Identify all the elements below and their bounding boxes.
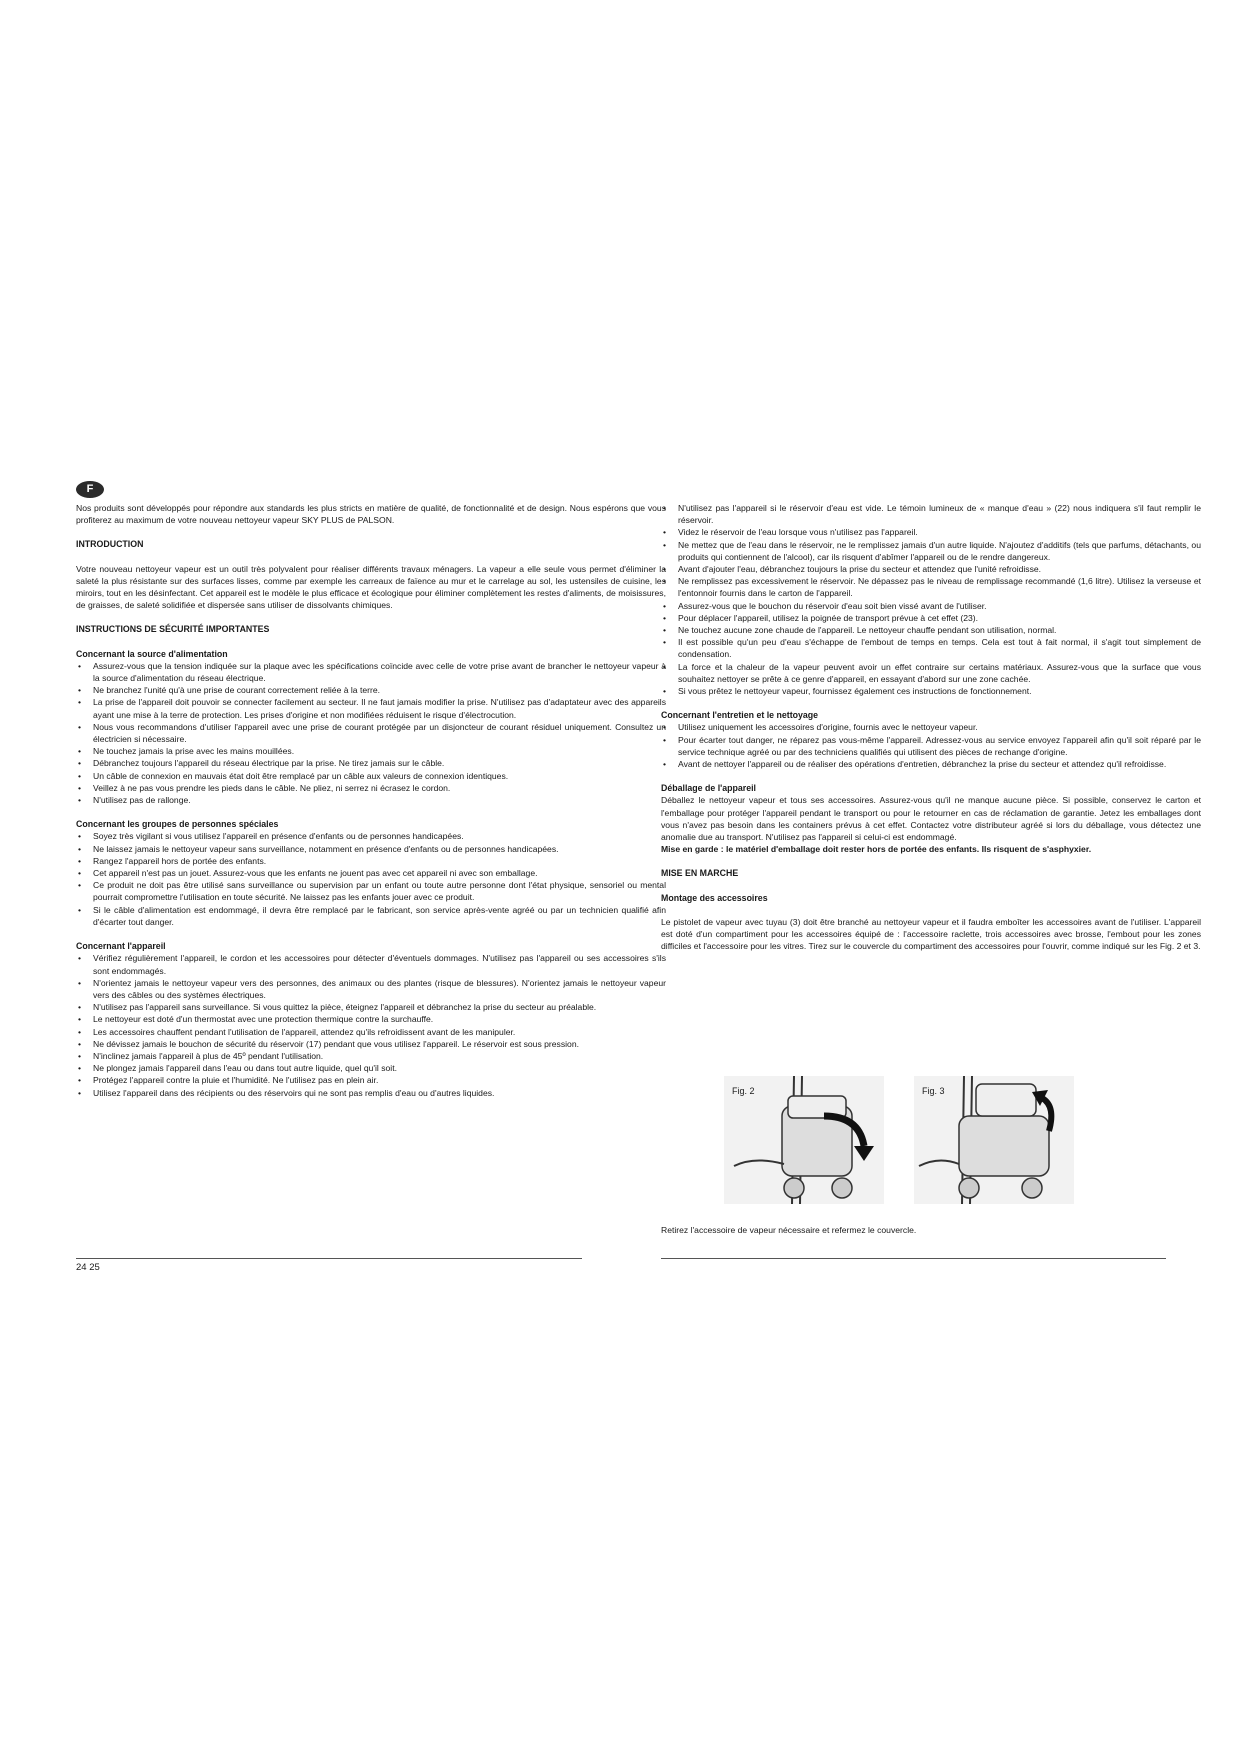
usage-list [661, 502, 1201, 697]
list-item: • Veillez à ne pas vous prendre les pieds dans le câble. Ne pliez, ni serrez ni écrasez le cordon. [76, 782, 666, 794]
list-item: • Cet appareil n'est pas un jouet. Assurez-vous que les enfants ne jouent pas avec cet appareil ni avec son emballage. [76, 867, 666, 879]
list-item: • N'utilisez pas l'appareil sans surveillance. Si vous quittez la pièce, éteignez l'appareil et débranchez la prise du secteur au préalable. [76, 1001, 666, 1013]
list-item: • Vérifiez régulièrement l'appareil, le cordon et les accessoires pour détecter d'éventuels dommages. N'utilisez pas l'appareil ou ses accessoires s'ils sont endommagés. [76, 952, 666, 976]
power-heading: Concernant la source d'alimentation [76, 648, 228, 659]
list-item: • Nous vous recommandons d'utiliser l'appareil avec une prise de courant protégée par un disjoncteur de courant résiduel uniquement. Consultez un électricien si nécessaire. [76, 721, 666, 745]
persons-heading: Concernant les groupes de personnes spéciales [76, 819, 279, 830]
list-item: • Si le câble d'alimentation est endommagé, il devra être remplacé par le fabricant, son service après-vente agréé ou par un technicien qualifié afin d'écarter tout danger. [76, 904, 666, 928]
list-item: • Ne plongez jamais l'appareil dans l'eau ou dans tout autre liquide, quel qu'il soit. [76, 1062, 666, 1074]
list-item: • Videz le réservoir de l'eau lorsque vous n'utilisez pas l'appareil. [661, 526, 1201, 538]
list-item: • Utilisez l'appareil dans des récipients ou des réservoirs qui ne sont pas remplis d'eau ou d'autres liquides. [76, 1087, 666, 1099]
list-item: • N'utilisez pas l'appareil si le réservoir d'eau est vide. Le témoin lumineux de « manque d'eau » (22) nous indiquera s'il faut remplir le réservoir. [661, 502, 1201, 526]
page-numbers: 24 25 [76, 1262, 100, 1273]
list-item: • Soyez très vigilant si vous utilisez l'appareil en présence d'enfants ou de personnes handicapées. [76, 830, 666, 842]
list-item: • N'utilisez pas de rallonge. [76, 794, 666, 806]
figure-2 [724, 1076, 884, 1204]
safety-heading: INSTRUCTIONS DE SÉCURITÉ IMPORTANTES [76, 624, 270, 635]
footer-rule-right [661, 1258, 1166, 1259]
figure-3-label: Fig. 3 [922, 1086, 945, 1096]
list-item: • Pour écarter tout danger, ne réparez pas vous-même l'appareil. Adressez-vous au service envoyez l'appareil afin qu'il soit réparé par le service technique agréé ou par des techniciens qualifiés qui utilisent des pièces de rechange d'origine. [661, 734, 1201, 758]
figures [724, 1076, 1114, 1204]
list-item: • Les accessoires chauffent pendant l'utilisation de l'appareil, attendez qu'ils refroidissent avant de les manipuler. [76, 1026, 666, 1038]
list-item: • Avant d'ajouter l'eau, débranchez toujours la prise du secteur et attendez que l'unité refroidisse. [661, 563, 1201, 575]
list-item: • N'inclinez jamais l'appareil à plus de 45º pendant l'utilisation. [76, 1050, 666, 1062]
maintenance-list [661, 721, 1201, 770]
list-item: • Si vous prêtez le nettoyeur vapeur, fournissez également ces instructions de fonctionnement. [661, 685, 1201, 697]
left-column [76, 502, 666, 1099]
list-item: • Avant de nettoyer l'appareil ou de réaliser des opérations d'entretien, débranchez la prise du secteur et attendez qu'il refroidisse. [661, 758, 1201, 770]
list-item: • Le nettoyeur est doté d'un thermostat avec une protection thermique contre la surchauffe. [76, 1013, 666, 1025]
introduction-heading: INTRODUCTION [76, 539, 144, 550]
right-column [661, 502, 1201, 953]
list-item: • La force et la chaleur de la vapeur peuvent avoir un effet contraire sur certains matériaux. Assurez-vous que la surface que vous souhaitez nettoyer se prête à ce genre d'appareil, en essayant d'abord sur une zone cachée. [661, 661, 1201, 685]
list-item: • Ne laissez jamais le nettoyeur vapeur sans surveillance, notamment en présence d'enfants ou de personnes handicapées. [76, 843, 666, 855]
maintenance-heading: Concernant l'entretien et le nettoyage [661, 710, 819, 721]
list-item: • Ne branchez l'unité qu'à une prise de courant correctement reliée à la terre. [76, 684, 666, 696]
intro-paragraph: Nos produits sont développés pour répondre aux standards les plus stricts en matière de qualité, de fonctionnalité et de design. Nous espérons que vous profiterez au maximum de votre nouveau nettoyeur vapeur SKY PLUS de PALSON. [76, 503, 666, 526]
list-item: • Débranchez toujours l'appareil du réseau électrique par la prise. Ne tirez jamais sur le câble. [76, 757, 666, 769]
list-item: • Ne mettez que de l'eau dans le réservoir, ne le remplissez jamais d'un autre liquide. N'ajoutez d'additifs (tels que parfums, détachants, ou produits qui contiennent de l'alcool), car ils risquent d'abîmer l'appareil ou de le rendre dangereux. [661, 539, 1201, 563]
introduction-body: Votre nouveau nettoyeur vapeur est un outil très polyvalent pour réaliser différents travaux ménagers. La vapeur a elle seule vous permet d'éliminer la saleté la plus résistante sur des surfaces lisses, comme par exemple les carreaux de faïence au mur et le carrelage au sol, les ustensiles de cuisine, les miroirs, tout en les désinfectant. Cet appareil est le modèle le plus efficace et écologique pour éliminer complètement les restes d'aliments, de moisissures, de graisses, de saleté solidifiée et dispersée sans utiliser de dissolvants chimiques. [76, 563, 666, 611]
list-item: • Pour déplacer l'appareil, utilisez la poignée de transport prévue à cet effet (23). [661, 612, 1201, 624]
list-item: • Ne touchez aucune zone chaude de l'appareil. Le nettoyeur chauffe pendant son utilisation, normal. [661, 624, 1201, 636]
unpacking-warning: Mise en garde : le matériel d'emballage doit rester hors de portée des enfants. Ils risquent de s'asphyxier. [661, 844, 1092, 855]
mount-body: Le pistolet de vapeur avec tuyau (3) doit être branché au nettoyeur vapeur et il faudra emboîter les accessoires avant de l'utiliser. L'appareil est doté d'un compartiment pour les accessoires équipé de : l'accessoire raclette, trois accessoires avec brosse, l'embout pour les zones difficiles et l'accessoire pour les vitres. Tirez sur le couvercle du compartiment des accessoires pour l'ouvrir, comme indiqué sur les Fig. 2 et 3. [661, 916, 1201, 952]
footer-rule-left [76, 1258, 582, 1259]
unpacking-heading: Déballage de l'appareil [661, 783, 756, 794]
figure-3 [914, 1076, 1074, 1204]
list-item: • Assurez-vous que le bouchon du réservoir d'eau soit bien vissé avant de l'utiliser. [661, 600, 1201, 612]
list-item: • Ne remplissez pas excessivement le réservoir. Ne dépassez pas le niveau de remplissage recommandé (1,6 litre). Utilisez la verseuse et l'entonnoir fournis dans le carton de l'appareil. [661, 575, 1201, 599]
list-item: • Ne touchez jamais la prise avec les mains mouillées. [76, 745, 666, 757]
list-item: • Protégez l'appareil contre la pluie et l'humidité. Ne l'utilisez pas en plein air. [76, 1074, 666, 1086]
list-item: • Rangez l'appareil hors de portée des enfants. [76, 855, 666, 867]
closing-instruction: Retirez l'accessoire de vapeur nécessaire et refermez le couvercle. [661, 1225, 917, 1235]
unpacking-body: Déballez le nettoyeur vapeur et tous ses accessoires. Assurez-vous qu'il ne manque aucune pièce. Si possible, conservez le carton et l'emballage pour protéger l'appareil pendant le transport ou pour le retourner en cas de réclamation de garantie. Jetez les emballages dont vous n'avez pas besoin dans les containers prévus à cet effet. Contactez votre distributeur agréé si lors du déballage, vous détectez une anomalie due au transport. N'utilisez pas l'appareil si celui-ci est endommagé. [661, 795, 1201, 843]
list-item: • Utilisez uniquement les accessoires d'origine, fournis avec le nettoyeur vapeur. [661, 721, 1201, 733]
list-item: • Ce produit ne doit pas être utilisé sans surveillance ou supervision par un enfant ou toute autre personne dont l'état physique, sensoriel ou mental pourrait compromettre l'utilisation en toute sécurité. Ne laissez pas les enfants jouer avec ce produit. [76, 879, 666, 903]
list-item: • Un câble de connexion en mauvais état doit être remplacé par un câble aux valeurs de connexion identiques. [76, 770, 666, 782]
start-heading: MISE EN MARCHE [661, 868, 739, 879]
persons-list [76, 830, 666, 928]
list-item: • La prise de l'appareil doit pouvoir se connecter facilement au secteur. Il ne faut jamais modifier la prise. N'utilisez pas d'adaptateur avec des appareils ayant une mise à la terre de protection. Les prises d'origine et non modifiées réduisent le risque d'électrocution. [76, 696, 666, 720]
list-item: • Assurez-vous que la tension indiquée sur la plaque avec les spécifications coïncide avec celle de votre prise avant de brancher le nettoyeur vapeur à la source d'alimentation du réseau électrique. [76, 660, 666, 684]
power-list [76, 660, 666, 806]
list-item: • Ne dévissez jamais le bouchon de sécurité du réservoir (17) pendant que vous utilisez l'appareil. Le réservoir est sous pression. [76, 1038, 666, 1050]
device-list [76, 952, 666, 1098]
list-item: • N'orientez jamais le nettoyeur vapeur vers des personnes, des animaux ou des plantes (risque de blessures). N'orientez jamais le nettoyeur vapeur vers des câbles ou des systèmes électriques. [76, 977, 666, 1001]
mount-heading: Montage des accessoires [661, 892, 768, 903]
list-item: • Il est possible qu'un peu d'eau s'échappe de l'embout de temps en temps. Cela est tout à fait normal, il s'agit tout simplement de condensation. [661, 636, 1201, 660]
language-badge: F [76, 481, 104, 498]
device-heading: Concernant l'appareil [76, 941, 166, 952]
figure-2-label: Fig. 2 [732, 1086, 755, 1096]
